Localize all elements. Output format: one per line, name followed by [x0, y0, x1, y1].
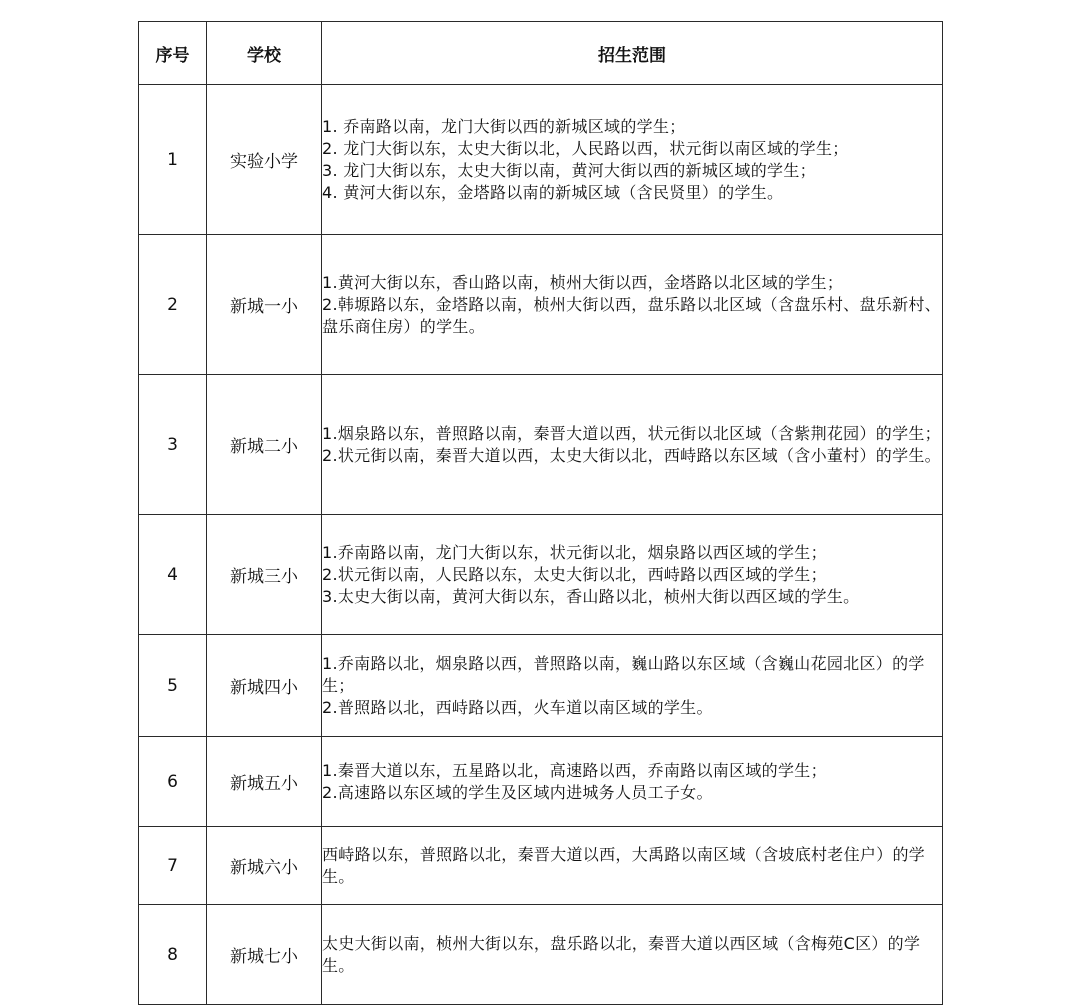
range-line: 2.普照路以北，西峙路以西，火车道以南区域的学生。 — [322, 697, 713, 717]
row-number: 6 — [139, 737, 207, 827]
range-line: 西峙路以东，普照路以北，秦晋大道以西，大禹路以南区域（含坡底村老住户）的学生。 — [322, 844, 926, 886]
school-name: 新城一小 — [207, 235, 322, 375]
enrollment-range — [322, 827, 943, 905]
range-line: 3. 龙门大街以东，太史大街以南，黄河大街以西的新城区域的学生； — [322, 160, 816, 180]
table-header-row — [139, 22, 943, 85]
range-line: 2.状元街以南，秦晋大道以西，太史大街以北，西峙路以东区域（含小董村）的学生。 — [322, 445, 941, 465]
row-number: 3 — [139, 375, 207, 515]
school-name: 新城三小 — [207, 515, 322, 635]
enrollment-range — [322, 737, 943, 827]
school-name: 实验小学 — [207, 85, 322, 235]
table-row — [139, 635, 943, 737]
row-number: 5 — [139, 635, 207, 737]
range-line: 2. 龙门大街以东，太史大街以北，人民路以西，状元街以南区域的学生； — [322, 138, 849, 158]
range-line: 4. 黄河大街以东，金塔路以南的新城区域（含民贤里）的学生。 — [322, 182, 784, 202]
range-line: 2.高速路以东区域的学生及区域内进城务人员工子女。 — [322, 782, 713, 802]
row-number: 1 — [139, 85, 207, 235]
enrollment-range — [322, 515, 943, 635]
enrollment-range — [322, 375, 943, 515]
range-line: 2.状元街以南，人民路以东，太史大街以北，西峙路以西区域的学生； — [322, 564, 827, 584]
table-row — [139, 515, 943, 635]
range-line: 1. 乔南路以南，龙门大街以西的新城区域的学生； — [322, 116, 686, 136]
enrollment-range — [322, 635, 943, 737]
range-line: 1.乔南路以南，龙门大街以东，状元街以北，烟泉路以西区域的学生； — [322, 542, 827, 562]
header-school: 学校 — [207, 22, 322, 85]
table-row — [139, 235, 943, 375]
enrollment-range — [322, 905, 943, 1005]
header-no: 序号 — [139, 22, 207, 85]
enrollment-table — [138, 21, 943, 1005]
row-number: 7 — [139, 827, 207, 905]
enrollment-range — [322, 235, 943, 375]
range-line: 1.乔南路以北，烟泉路以西，普照路以南，巍山路以东区域（含巍山花园北区）的学生； — [322, 653, 925, 695]
school-name: 新城六小 — [207, 827, 322, 905]
range-line: 1.秦晋大道以东，五星路以北，高速路以西，乔南路以南区域的学生； — [322, 760, 827, 780]
table-row — [139, 905, 943, 1005]
range-line: 1.黄河大街以东，香山路以南，桢州大街以西，金塔路以北区域的学生； — [322, 272, 844, 292]
header-range: 招生范围 — [322, 22, 943, 85]
school-name: 新城四小 — [207, 635, 322, 737]
school-name: 新城七小 — [207, 905, 322, 1005]
row-number: 2 — [139, 235, 207, 375]
range-line: 3.太史大街以南，黄河大街以东，香山路以北，桢州大街以西区域的学生。 — [322, 586, 860, 606]
table-row — [139, 737, 943, 827]
row-number: 4 — [139, 515, 207, 635]
table-row — [139, 375, 943, 515]
school-name: 新城五小 — [207, 737, 322, 827]
school-name: 新城二小 — [207, 375, 322, 515]
table-row — [139, 827, 943, 905]
table-row — [139, 85, 943, 235]
range-line: 1.烟泉路以东，普照路以南，秦晋大道以西，状元街以北区域（含紫荆花园）的学生； — [322, 423, 941, 443]
range-line: 太史大街以南，桢州大街以东，盘乐路以北，秦晋大道以西区域（含梅苑C区）的学生。 — [322, 933, 921, 975]
range-line: 2.韩塬路以东，金塔路以南，桢州大街以西，盘乐路以北区域（含盘乐村、盘乐新村、盘乐商住房）的学生。 — [322, 294, 941, 336]
enrollment-range — [322, 85, 943, 235]
row-number: 8 — [139, 905, 207, 1005]
